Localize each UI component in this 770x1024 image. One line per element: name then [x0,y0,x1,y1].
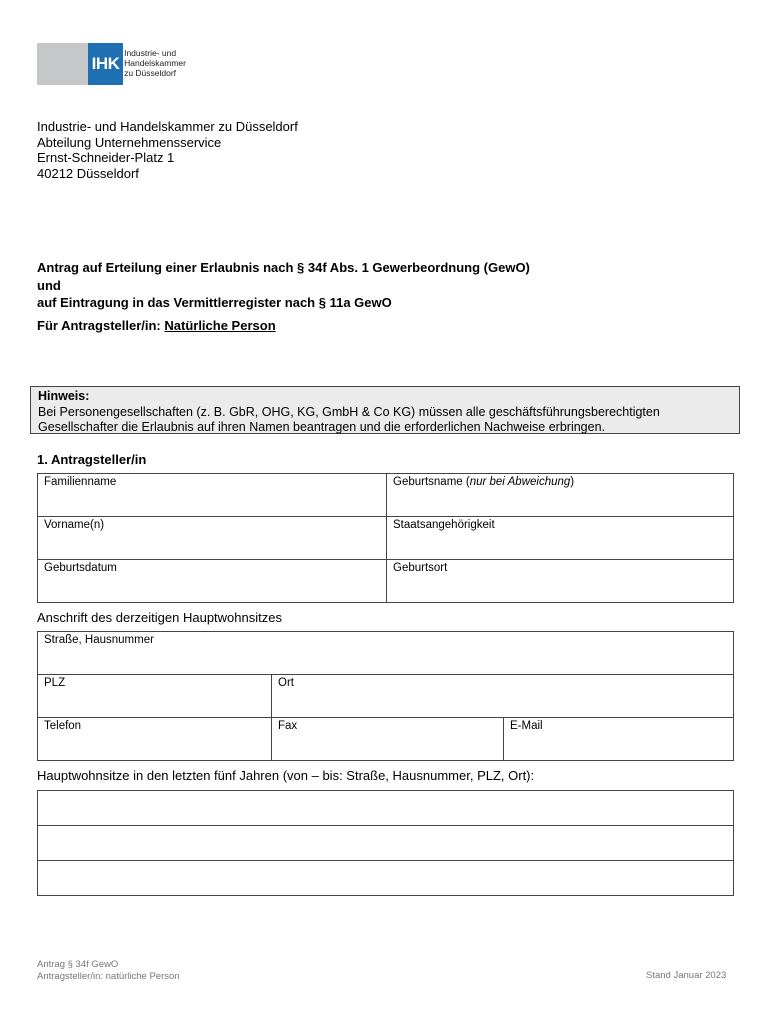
section1-heading: 1. Antragsteller/in [37,452,147,467]
staatsangehoerigkeit-field[interactable] [387,517,734,560]
applicant-type-prefix: Für Antragsteller/in: [37,318,165,333]
geburtsname-label: Geburtsname ( [393,476,470,488]
hint-heading: Hinweis: [38,389,90,403]
telefon-label: Telefon [44,720,82,732]
hint-box [30,386,740,434]
geburtsdatum-label: Geburtsdatum [44,562,117,574]
applicant-type-value: Natürliche Person [164,318,276,333]
footer-line2: Antragsteller/in: natürliche Person [37,970,180,982]
address-line3: Ernst-Schneider-Platz 1 [37,150,175,165]
address-line2: Abteilung Unternehmensservice [37,134,222,150]
address-section-heading: Anschrift des derzeitigen Hauptwohnsitzes [37,610,282,625]
geburtsname-field[interactable] [387,474,734,517]
ort-field[interactable] [272,675,734,718]
geburtsort-label: Geburtsort [393,562,448,574]
footer-line1: Antrag § 34f GewO [37,959,119,970]
logo-line1: Industrie- und Handelskammer [124,48,186,68]
residence-row[interactable] [38,826,734,861]
email-field[interactable] [504,718,734,761]
email-label: E-Mail [510,720,543,732]
residence-row[interactable] [38,791,734,826]
title-line1: Antrag auf Erteilung einer Erlaubnis nach § 34f Abs. 1 Gewerbeordnung (GewO) [37,260,530,275]
logo-abbr: IHK [88,43,123,85]
title-line2: und [37,277,61,293]
ihk-logo [37,43,235,85]
plz-field[interactable] [38,675,272,718]
familienname-field[interactable] [38,474,387,517]
logo-text [124,43,235,85]
staatsangehoerigkeit-label: Staatsangehörigkeit [393,519,495,531]
residences-table [37,790,734,896]
familienname-label: Familienname [44,476,117,488]
vorname-label: Vorname(n) [44,519,105,531]
geburtsname-note: nur bei Abweichung [469,476,571,488]
plz-label: PLZ [44,677,66,689]
logo-line2: zu Düsseldorf [124,68,177,78]
title-line3: auf Eintragung in das Vermittlerregister nach § 11a GewO [37,295,392,310]
vorname-field[interactable] [38,517,387,560]
residences-heading: Hauptwohnsitze in den letzten fünf Jahren (von – bis: Straße, Hausnummer, PLZ, Ort): [37,768,535,783]
footer-stand: Stand Januar 2023 [646,970,727,981]
address-line1: Industrie- und Handelskammer zu Düsseldorf [37,119,298,134]
address-table [37,631,734,761]
recipient-address [37,119,298,181]
residence-row[interactable] [38,861,734,896]
document-title [37,259,530,312]
fax-field[interactable] [272,718,504,761]
telefon-field[interactable] [38,718,272,761]
logo-mark [37,43,119,85]
geburtsort-field[interactable] [387,560,734,603]
ort-label: Ort [278,677,294,689]
strasse-field[interactable] [38,632,734,675]
geburtsname-close: ) [570,476,575,488]
applicant-type [37,318,276,333]
applicant-table [37,473,734,603]
address-line4: 40212 Düsseldorf [37,165,139,181]
geburtsdatum-field[interactable] [38,560,387,603]
strasse-label: Straße, Hausnummer [44,634,154,646]
hint-text: Bei Personengesellschaften (z. B. GbR, OHG, KG, GmbH & Co KG) müssen alle geschäftsführungsberechtigten Gesellschafter die Erlaubnis auf ihren Namen beantragen und die erforderlichen Nachweise erbringen. [38,404,660,434]
fax-label: Fax [278,720,298,732]
footer-left [37,959,180,982]
